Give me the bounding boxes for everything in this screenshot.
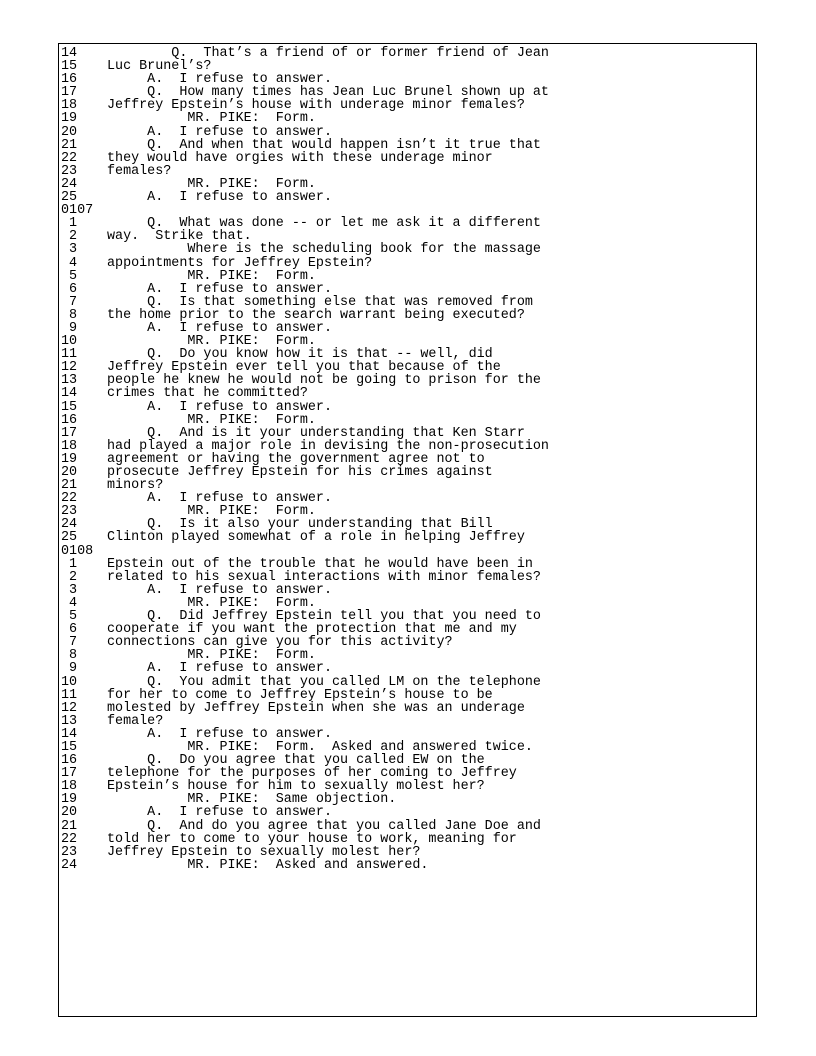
line-number: 24	[61, 857, 78, 873]
line-number: 6	[61, 281, 78, 297]
line-number: 20	[61, 465, 78, 480]
line-number: 18	[61, 98, 78, 114]
line-text: the home prior to the search warrant being executed?	[107, 307, 525, 323]
line-text: told her to come to your house to work, meaning for	[107, 831, 517, 847]
line-number: 16	[61, 412, 78, 428]
page-marker: 0107	[61, 203, 94, 219]
line-text: Epstein’s house for him to sexually molest her?	[107, 779, 485, 795]
line-number: 14	[61, 46, 78, 61]
line-text: appointments for Jeffrey Epstein?	[107, 255, 373, 271]
line-text: Luc Brunel’s?	[107, 59, 212, 75]
line-text: Q. Is it also your understanding that Bill	[107, 517, 493, 533]
line-number: 6	[61, 622, 78, 638]
line-number: 19	[61, 111, 78, 127]
line-number: 17	[61, 766, 78, 782]
line-text: they would have orgies with these underage minor	[107, 150, 493, 166]
line-text: A. I refuse to answer.	[107, 726, 332, 742]
line-text: A. I refuse to answer.	[107, 281, 332, 297]
line-number: 21	[61, 818, 78, 834]
line-number: 22	[61, 831, 78, 847]
line-text: Q. And when that would happen isn’t it true that	[107, 137, 541, 153]
line-text: A. I refuse to answer.	[107, 190, 332, 206]
line-number: 21	[61, 137, 78, 153]
line-text: crimes that he committed?	[107, 386, 308, 402]
line-text: molested by Jeffrey Epstein when she was an underage	[107, 700, 525, 716]
line-number: 25	[61, 530, 78, 546]
line-text: prosecute Jeffrey Epstein for his crimes against	[107, 465, 493, 480]
line-number: 10	[61, 674, 78, 690]
line-text: Q. That’s a friend of or former friend of Jean	[107, 46, 549, 61]
line-text: Epstein out of the trouble that he would have been in	[107, 556, 533, 572]
line-number: 21	[61, 478, 78, 494]
line-number: 16	[61, 72, 78, 88]
line-number: 5	[61, 609, 78, 625]
line-text: had played a major role in devising the non-prosecution	[107, 438, 549, 454]
line-text: MR. PIKE: Same objection.	[107, 792, 397, 808]
line-text: agreement or having the government agree not to	[107, 451, 485, 467]
line-number: 23	[61, 163, 78, 179]
line-text: MR. PIKE: Form.	[107, 595, 316, 611]
transcript-line	[61, 466, 751, 479]
line-text: Q. Do you know how it is that -- well, did	[107, 347, 493, 363]
line-number: 25	[61, 190, 78, 206]
line-text: MR. PIKE: Form.	[107, 268, 316, 284]
line-text: A. I refuse to answer.	[107, 805, 332, 821]
line-text: people he knew he would not be going to prison for the	[107, 373, 541, 389]
line-number: 3	[61, 582, 78, 598]
line-number: 18	[61, 438, 78, 454]
line-number: 22	[61, 150, 78, 166]
line-text: females?	[107, 163, 172, 179]
line-text: Where is the scheduling book for the massage	[107, 242, 541, 258]
line-number: 8	[61, 648, 78, 664]
line-number: 17	[61, 85, 78, 101]
line-number: 24	[61, 176, 78, 192]
line-text: MR. PIKE: Form.	[107, 412, 316, 428]
line-text: Jeffrey Epstein ever tell you that because of the	[107, 360, 501, 376]
line-text: cooperate if you want the protection that me and my	[107, 622, 517, 638]
line-number: 1	[61, 556, 78, 572]
line-text: minors?	[107, 478, 164, 494]
line-text: MR. PIKE: Form.	[107, 111, 316, 127]
line-text: Q. Did Jeffrey Epstein tell you that you need to	[107, 609, 541, 625]
line-text: Q. What was done -- or let me ask it a different	[107, 216, 541, 232]
line-text: Jeffrey Epstein to sexually molest her?	[107, 844, 421, 860]
line-text: A. I refuse to answer.	[107, 582, 332, 598]
line-text: MR. PIKE: Asked and answered.	[107, 857, 429, 873]
line-number: 11	[61, 347, 78, 363]
line-number: 15	[61, 399, 78, 415]
line-number: 17	[61, 425, 78, 441]
line-text: A. I refuse to answer.	[107, 661, 332, 677]
line-text: Clinton played somewhat of a role in helping Jeffrey	[107, 530, 525, 546]
line-number: 12	[61, 700, 78, 716]
line-number: 22	[61, 491, 78, 507]
line-number: 20	[61, 805, 78, 821]
page-marker: 0108	[61, 543, 94, 559]
line-number: 19	[61, 792, 78, 808]
line-text: related to his sexual interactions with minor females?	[107, 569, 541, 585]
line-number: 2	[61, 569, 78, 585]
line-text: Q. How many times has Jean Luc Brunel shown up at	[107, 85, 549, 101]
line-number: 3	[61, 242, 78, 258]
line-text: MR. PIKE: Form.	[107, 648, 316, 664]
transcript-line	[61, 859, 751, 872]
line-text: A. I refuse to answer.	[107, 124, 332, 140]
line-number: 1	[61, 216, 78, 232]
line-number: 13	[61, 713, 78, 729]
line-text: MR. PIKE: Form. Asked and answered twice.	[107, 739, 533, 755]
transcript-line	[61, 531, 751, 544]
line-number: 15	[61, 739, 78, 755]
line-text: Q. And do you agree that you called Jane Doe and	[107, 818, 541, 834]
line-number: 23	[61, 504, 78, 520]
line-number: 2	[61, 229, 78, 245]
line-text: A. I refuse to answer.	[107, 72, 332, 88]
line-number: 20	[61, 124, 78, 140]
line-number: 19	[61, 451, 78, 467]
line-text: MR. PIKE: Form.	[107, 504, 316, 520]
line-number: 14	[61, 386, 78, 402]
line-number: 4	[61, 595, 78, 611]
line-text: MR. PIKE: Form.	[107, 334, 316, 350]
transcript-line	[61, 191, 751, 204]
line-number: 7	[61, 294, 78, 310]
line-number: 13	[61, 373, 78, 389]
transcript-line	[61, 702, 751, 715]
line-text: Q. You admit that you called LM on the telephone	[107, 674, 541, 690]
line-number: 5	[61, 268, 78, 284]
line-text: connections can give you for this activity?	[107, 635, 453, 651]
line-number: 9	[61, 320, 78, 336]
line-number: 11	[61, 687, 78, 703]
line-text: way. Strike that.	[107, 229, 252, 245]
line-number: 14	[61, 726, 78, 742]
line-text: A. I refuse to answer.	[107, 320, 332, 336]
line-text: Q. Do you agree that you called EW on the	[107, 753, 485, 769]
line-number: 12	[61, 360, 78, 376]
line-text: for her to come to Jeffrey Epstein’s house to be	[107, 687, 493, 703]
line-number: 9	[61, 661, 78, 677]
line-number: 4	[61, 255, 78, 271]
line-text: female?	[107, 713, 164, 729]
line-number: 16	[61, 753, 78, 769]
line-text: telephone for the purposes of her coming to Jeffrey	[107, 766, 517, 782]
line-text: Q. Is that something else that was removed from	[107, 294, 533, 310]
line-text: A. I refuse to answer.	[107, 399, 332, 415]
line-number: 24	[61, 517, 78, 533]
line-text: A. I refuse to answer.	[107, 491, 332, 507]
line-number: 15	[61, 59, 78, 75]
line-number: 18	[61, 779, 78, 795]
line-number: 7	[61, 635, 78, 651]
line-text: Q. And is it your understanding that Ken Starr	[107, 425, 525, 441]
line-number: 10	[61, 334, 78, 350]
line-text: MR. PIKE: Form.	[107, 176, 316, 192]
line-number: 23	[61, 844, 78, 860]
transcript-body	[61, 47, 751, 872]
line-text: Jeffrey Epstein’s house with underage minor females?	[107, 98, 525, 114]
line-number: 8	[61, 307, 78, 323]
